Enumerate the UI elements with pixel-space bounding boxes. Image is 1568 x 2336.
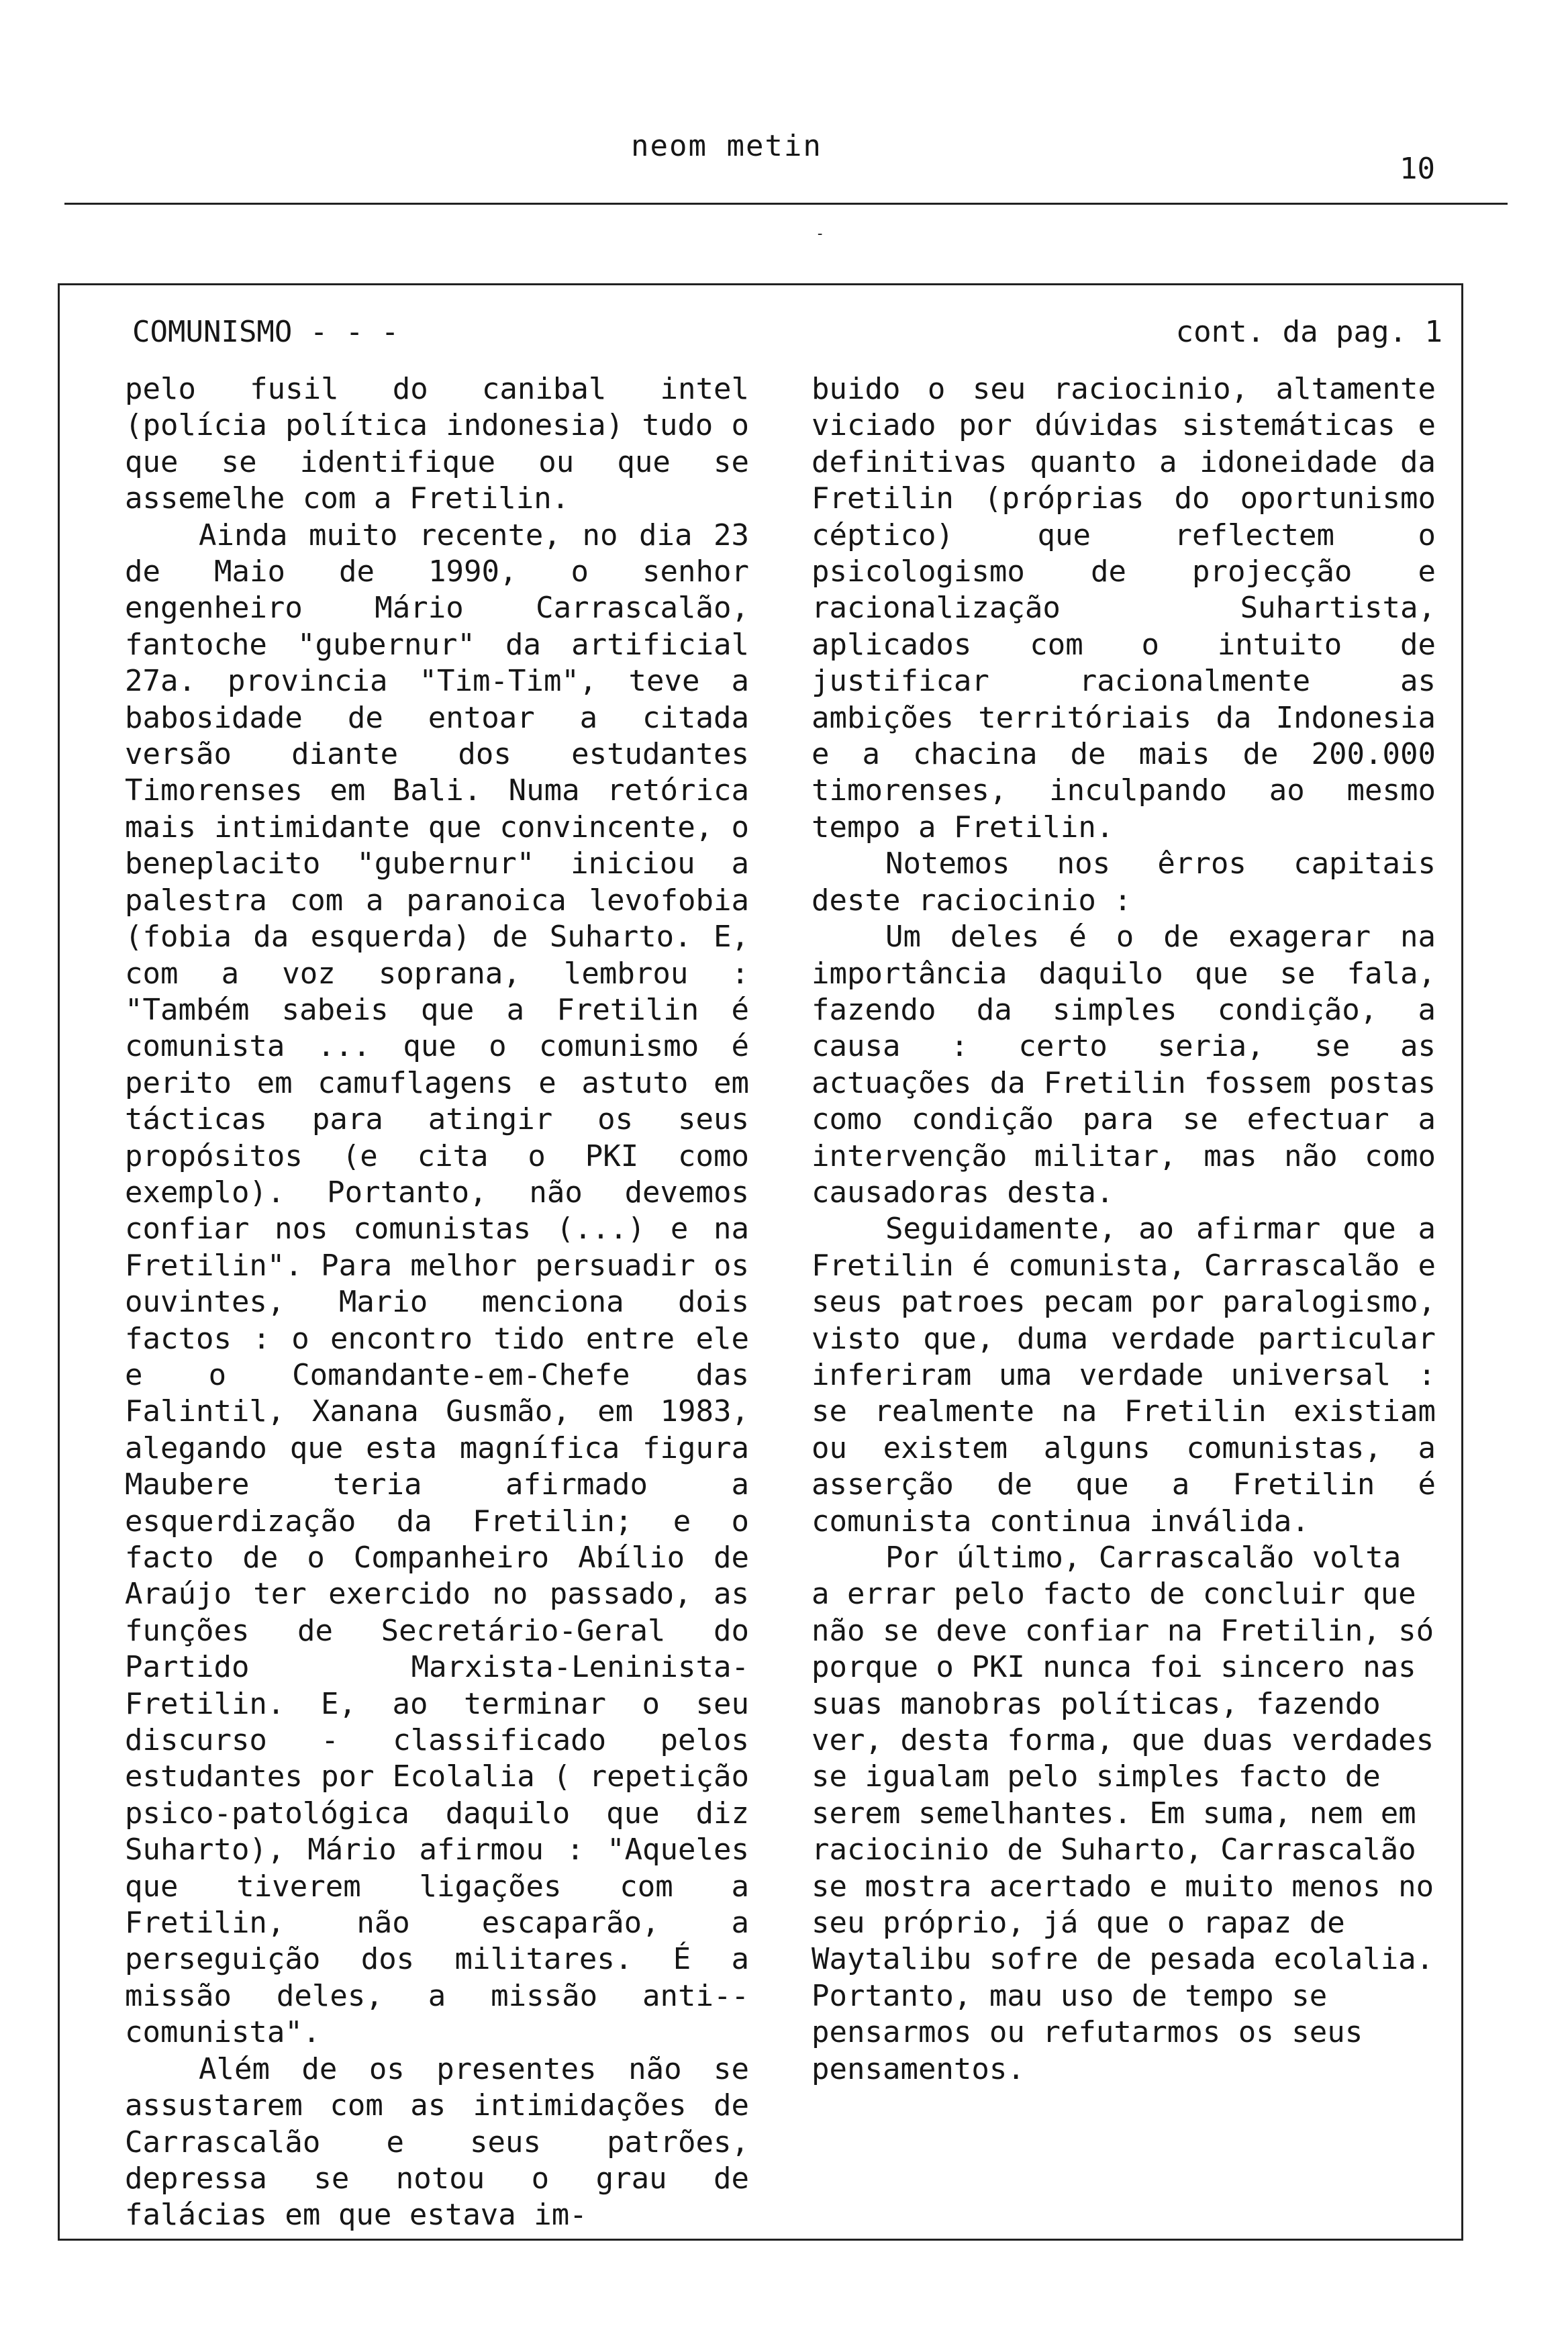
left-column [125,371,749,2234]
left-paragraph-3: Além de os presentes não se assustarem com as intimidações de Carrascalão e seus patrões, depressa se notou o grau de falácias em que estava im- [125,2051,749,2233]
right-paragraph-3: Um deles é o de exagerar na importância daquilo que se fala, fazendo da simples condição, a causa : certo seria, se as actuações da Fretilin fossem postas como condição para se efectuar a intervenção militar, mas não como causadoras desta. [812,920,1436,1210]
right-paragraph-1: buido o seu raciocinio, altamente viciado por dúvidas sistemáticas e definitivas quanto a idoneidade da Fretilin (próprias do oportunismo céptico) que reflectem o psicologismo de projecção e racionalização Suhartista, aplicados com o intuito de justificar racionalmente as ambições territóriais da Indonesia e a chacina de mais de 200.000 timorenses, inculpando ao mesmo tempo a Fretilin. [812,372,1436,844]
left-paragraph-1: pelo fusil do canibal intel (polícia política indonesia) tudo o que se identifique ou que se assemelhe com a Fretilin. [125,372,749,516]
newsletter-title: neom metin [631,129,822,163]
page-number: 10 [1400,152,1435,186]
continuation-note: cont. da pag. 1 [1175,315,1442,349]
right-paragraph-2: Notemos nos êrros capitais deste raciocinio : [812,846,1436,918]
section-label: COMUNISMO - - - [132,315,399,349]
right-paragraph-5: Por último, Carrascalão volta a errar pelo facto de concluir que não se deve confiar na Fretilin, só porque o PKI nunca foi sincero nas suas manobras políticas, fazendo ver, desta forma, que duas verdades se igualam pelo simples facto de serem semelhantes. Em suma, nem em raciocinio de Suharto, Carrascalão se mostra acertado e muito menos no seu próprio, já que o rapaz de Waytalibu sofre de pesada ecolalia. Portanto, mau uso de tempo se pensarmos ou refutarmos os seus pensamentos. [812,1541,1434,2086]
right-paragraph-4: Seguidamente, ao afirmar que a Fretilin é comunista, Carrascalão e seus patroes pecam por paralogismo, visto que, duma verdade particular inferiram uma verdade universal : se realmente na Fretilin existiam ou existem alguns comunistas, a asserção de que a Fretilin é comunista continua inválida. [812,1212,1436,1539]
tick-mark: - [816,226,825,242]
left-paragraph-2: Ainda muito recente, no dia 23 de Maio de 1990, o senhor engenheiro Mário Carrascalão, fantoche "gubernur" da artificial 27a. provincia "Tim-Tim", teve a babosidade de entoar a citada versão diante dos estudantes Timorenses em Bali. Numa retórica mais intimidante que convincente, o beneplacito "gubernur" iniciou a palestra com a paranoica levofobia (fobia da esquerda) de Suharto. E, com a voz soprana, lembrou : "Também sabeis que a Fretilin é comunista ... que o comunismo é perito em camuflagens e astuto em tácticas para atingir os seus propósitos (e cita o PKI como exemplo). Portanto, não devemos confiar nos comunistas (...) e na Fretilin". Para melhor persuadir os ouvintes, Mario menciona dois factos : o encontro tido entre ele e o Comandante-em-Chefe das Falintil, Xanana Gusmão, em 1983, alegando que esta magnífica figura Maubere teria afirmado a esquerdização da Fretilin; e o facto de o Companheiro Abílio de Araújo ter exercido no passado, as funções de Secretário-Geral do Partido Marxista-Leninista-Fretilin. E, ao terminar o seu discurso - classificado pelos estudantes por Ecolalia ( repetição psico-patológica daquilo que diz Suharto), Mário afirmou : "Aqueles que tiverem ligações com a Fretilin, não escaparão, a perseguição dos militares. É a missão deles, a missão anti--comunista". [125,518,749,2050]
article-box [58,283,1463,2241]
header-divider [64,203,1508,205]
right-column [812,371,1436,2088]
